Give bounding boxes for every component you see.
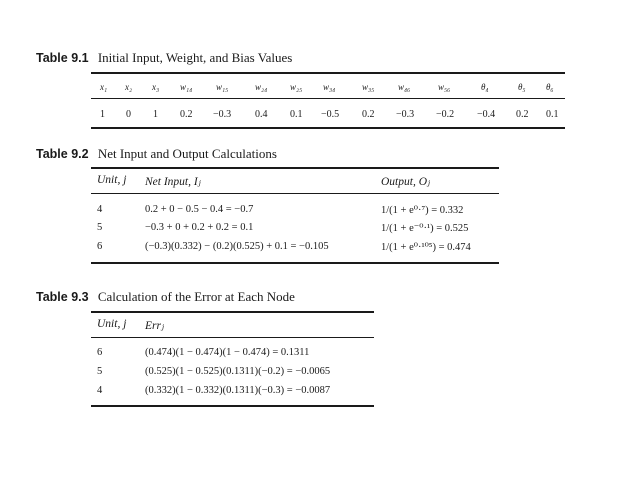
- table-9-1-bottom-rule: [91, 127, 565, 129]
- table-9-1-title: Initial Input, Weight, and Bias Values: [97, 50, 293, 65]
- row-output: 1/(1 + e⁰·⁷) = 0.332: [381, 205, 464, 216]
- row-error: (0.525)(1 − 0.525)(0.1311)(−0.2) = −0.0065: [145, 366, 331, 377]
- row-unit: 4: [97, 204, 103, 215]
- table-9-2-label: Table 9.2: [36, 147, 89, 161]
- row-unit: 6: [97, 347, 103, 358]
- value-x1: 1: [100, 109, 105, 120]
- header-w35: w₃₅: [362, 82, 375, 92]
- value-w34: −0.5: [321, 109, 340, 120]
- row-unit: 6: [97, 241, 103, 252]
- row-error: (0.474)(1 − 0.474)(1 − 0.474) = 0.1311: [145, 347, 310, 358]
- value-w35: 0.2: [362, 109, 375, 120]
- header-theta4: θ₄: [481, 82, 489, 92]
- table-9-2-header-rule: [91, 193, 499, 194]
- header-theta5: θ₅: [518, 82, 526, 92]
- value-theta5: 0.2: [516, 109, 529, 120]
- row-net-input: 0.2 + 0 − 0.5 − 0.4 = −0.7: [145, 204, 254, 215]
- table-9-1-top-rule: [91, 72, 565, 74]
- value-w25: 0.1: [290, 109, 303, 120]
- header-x1: x₁: [100, 82, 108, 92]
- table-9-1-header-rule: [91, 98, 565, 99]
- table-9-2-bottom-rule: [91, 262, 499, 264]
- row-unit: 4: [97, 385, 103, 396]
- header-unit: Unit, j: [97, 174, 127, 186]
- header-w56: w₅₆: [438, 82, 451, 92]
- table-9-3-label: Table 9.3: [36, 290, 89, 304]
- header-w14: w₁₄: [180, 82, 193, 92]
- table-9-3-bottom-rule: [91, 405, 374, 407]
- header-output: Output, Oⱼ: [381, 176, 431, 188]
- row-output: 1/(1 + e⁰·¹⁰⁵) = 0.474: [381, 242, 471, 253]
- row-unit: 5: [97, 366, 103, 377]
- row-error: (0.332)(1 − 0.332)(0.1311)(−0.3) = −0.0087: [145, 385, 331, 396]
- table-9-3-caption: [36, 289, 295, 305]
- header-w15: w₁₅: [216, 82, 229, 92]
- value-theta4: −0.4: [477, 109, 496, 120]
- table-9-2-top-rule: [91, 167, 499, 169]
- row-net-input: (−0.3)(0.332) − (0.2)(0.525) + 0.1 = −0.105: [145, 241, 329, 252]
- header-unit: Unit, j: [97, 318, 127, 330]
- value-theta6: 0.1: [546, 109, 559, 120]
- header-x2: x₂: [125, 82, 133, 92]
- row-unit: 5: [97, 222, 103, 233]
- header-x3: x₃: [152, 82, 160, 92]
- value-w46: −0.3: [396, 109, 415, 120]
- table-9-2-title: Net Input and Output Calculations: [97, 146, 277, 161]
- row-output: 1/(1 + e⁻⁰·¹) = 0.525: [381, 223, 469, 234]
- value-x3: 1: [153, 109, 158, 120]
- header-w24: w₂₄: [255, 82, 268, 92]
- row-net-input: −0.3 + 0 + 0.2 + 0.2 = 0.1: [145, 222, 254, 233]
- header-theta6: θ₆: [546, 82, 554, 92]
- table-9-3-top-rule: [91, 311, 374, 313]
- table-9-1-label: Table 9.1: [36, 51, 89, 65]
- header-error: Errⱼ: [145, 320, 165, 332]
- table-9-3-title: Calculation of the Error at Each Node: [97, 289, 295, 304]
- value-w15: −0.3: [213, 109, 232, 120]
- value-w56: −0.2: [436, 109, 455, 120]
- table-9-2-caption: [36, 146, 277, 162]
- header-net-input: Net Input, Iⱼ: [145, 176, 201, 188]
- header-w34: w₃₄: [323, 82, 336, 92]
- value-w24: 0.4: [255, 109, 268, 120]
- table-9-1-caption: [36, 50, 292, 66]
- value-w14: 0.2: [180, 109, 193, 120]
- table-9-3-header-rule: [91, 337, 374, 338]
- header-w25: w₂₅: [290, 82, 303, 92]
- header-w46: w₄₆: [398, 82, 411, 92]
- value-x2: 0: [126, 109, 131, 120]
